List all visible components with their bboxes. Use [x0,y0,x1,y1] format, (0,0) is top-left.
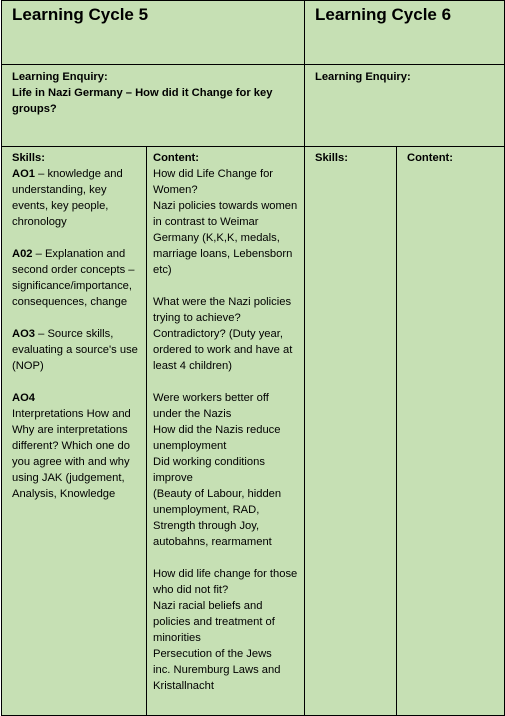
skill-ao1 [12,166,140,230]
content-block-workers [153,390,298,550]
content-line: What were the Nazi policies trying to achieve? Contradictory? (Duty year, ordered to work and have at least 4 children) [153,296,293,372]
content-block-women [153,166,298,278]
content-line: Were workers better off under the Nazis [153,392,269,420]
content-block-policies [153,294,298,374]
lc5-content-cell [147,147,305,716]
lc5-enquiry-cell [2,65,305,147]
lc5-title-cell [2,1,305,65]
lc6-content-cell [397,147,505,716]
content-line: (Beauty of Labour, hidden unemployment, RAD, Strength through Joy, autobahns, rearmament [153,488,282,548]
skill-a02 [12,246,140,310]
lc5-content-label: Content: [153,152,199,164]
skill-text: – knowledge and understanding, key events, key people, chronology [12,168,123,228]
lc6-title: Learning Cycle 6 [315,5,452,24]
learning-cycles-table [1,0,505,716]
lc6-content-label: Content: [407,152,453,164]
lc6-skills-cell [305,147,397,716]
skill-ao3 [12,326,140,374]
skill-code: AO4 [12,392,36,404]
lc6-enquiry-cell [305,65,505,147]
skill-code: AO1 [12,168,36,180]
content-line: Nazi racial beliefs and policies and treatment of minorities [153,600,275,644]
lc6-skills-label: Skills: [315,152,348,164]
lc5-skills-cell [2,147,147,716]
skill-code: AO3 [12,328,36,340]
lc6-enquiry-label: Learning Enquiry: [315,71,411,83]
content-line: How did Life Change for Women? [153,168,274,196]
lc5-enquiry-text: Life in Nazi Germany – How did it Change for key groups? [12,87,273,115]
lc5-title: Learning Cycle 5 [12,5,149,24]
skill-code: A02 [12,248,33,260]
content-line: inc. Nuremburg Laws and Kristallnacht [153,664,281,692]
content-line: How did the Nazis reduce unemployment [153,424,281,452]
content-block-minorities [153,566,298,694]
lc5-skills-label: Skills: [12,152,45,164]
skill-text: Interpretations How and Why are interpretations different? Which one do you agree with and why using JAK (judgement, Analysis, Knowledge [12,408,131,500]
content-line: How did life change for those who did not fit? [153,568,298,596]
lc5-enquiry-label: Learning Enquiry: [12,71,108,83]
lc6-title-cell [305,1,505,65]
skill-ao4 [12,390,140,502]
skill-text: – Explanation and second order concepts – significance/importance, consequences, change [12,248,135,308]
skill-text: – Source skills, evaluating a source's use (NOP) [12,328,138,372]
content-line: Nazi policies towards women in contrast to Weimar Germany (K,K,K, medals, marriage loans, Lebensborn etc) [153,200,298,276]
content-line: Did working conditions improve [153,456,265,484]
content-line: Persecution of the Jews [153,648,272,660]
